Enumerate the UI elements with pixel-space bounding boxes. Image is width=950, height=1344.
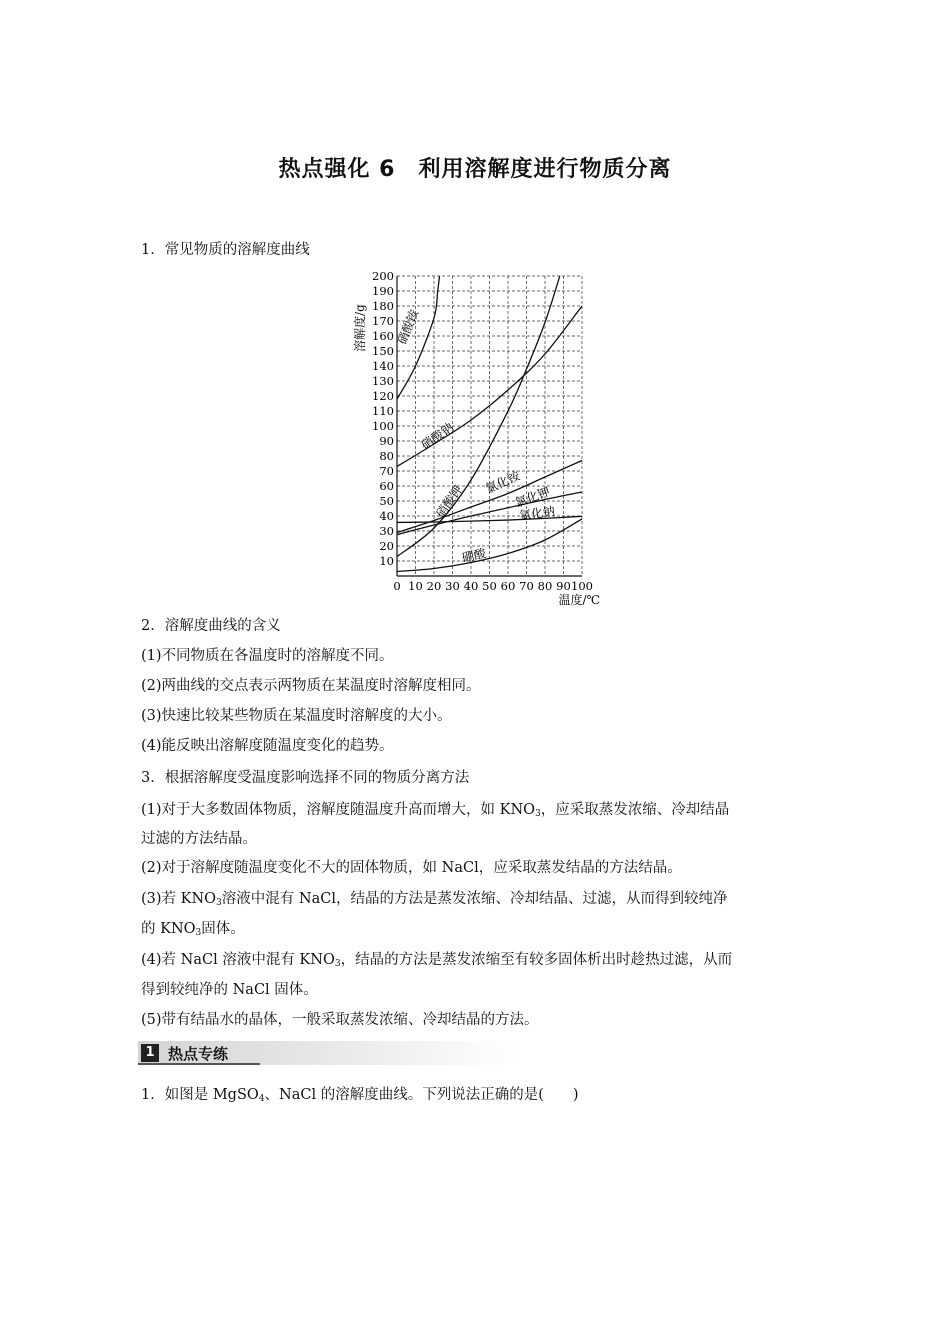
- section-heading-1: 1．常见物质的溶解度曲线: [141, 242, 310, 258]
- y-tick-label: 130: [372, 374, 394, 388]
- y-tick-label: 140: [372, 359, 394, 373]
- method-item-4-cont: 得到较纯净的 NaCl 固体。: [141, 982, 318, 998]
- page-title: 热点强化 6 利用溶解度进行物质分离: [278, 157, 672, 182]
- y-tick-label: 10: [379, 554, 394, 568]
- y-tick-label: 50: [379, 494, 394, 508]
- y-tick-label: 160: [372, 329, 394, 343]
- x-tick-label: 80: [537, 579, 553, 593]
- method-4-text-a: (4)若 NaCl 溶液中混有 KNO: [141, 952, 335, 968]
- section-heading-3: 3．根据溶解度受温度影响选择不同的物质分离方法: [141, 770, 470, 786]
- subscript-4: 4: [258, 1094, 265, 1104]
- series-label: 氯化铵: [483, 468, 522, 497]
- x-tick-label: 90: [556, 579, 571, 593]
- section-heading-2: 2．溶解度曲线的含义: [141, 618, 281, 634]
- y-tick-label: 190: [372, 284, 394, 298]
- meaning-item-2: (2)两曲线的交点表示两物质在某温度时溶解度相同。: [141, 678, 481, 694]
- method-4-text-b: ，结晶的方法是蒸发浓缩至有较多固体析出时趁热过滤，从而: [340, 952, 733, 968]
- x-tick-label: 10: [408, 579, 423, 593]
- solubility-chart: [345, 266, 610, 610]
- method-item-4: [141, 950, 732, 970]
- y-tick-label: 110: [372, 404, 394, 418]
- y-tick-label: 120: [372, 389, 394, 403]
- series-label: 硝酸钠: [418, 420, 457, 453]
- method-item-1: [141, 800, 729, 820]
- method-3-text-b: 溶液中混有 NaCl，结晶的方法是蒸发浓缩、冷却结晶、过滤，从而得到较纯净: [221, 891, 728, 907]
- y-tick-label: 60: [379, 479, 394, 493]
- method-item-3: [141, 889, 727, 909]
- subscript-3: 3: [535, 809, 541, 819]
- y-tick-label: 170: [372, 314, 394, 328]
- method-1-text-b: ，应采取蒸发浓缩、冷却结晶: [540, 802, 730, 818]
- series-label: 氯化钾: [513, 484, 552, 510]
- method-item-3-cont: [141, 919, 245, 939]
- banner-title: 热点专练: [168, 1045, 229, 1063]
- method-3-text-c: 的 KNO: [141, 921, 196, 937]
- y-tick-label: 90: [379, 434, 394, 448]
- x-tick-label: 60: [500, 579, 516, 593]
- x-axis-label: 温度/℃: [558, 593, 600, 606]
- subscript-3: 3: [216, 898, 222, 908]
- meaning-item-4: (4)能反映出溶解度随温度变化的趋势。: [141, 738, 394, 754]
- meaning-item-1: (1)不同物质在各温度时的溶解度不同。: [141, 648, 394, 664]
- method-item-5: (5)带有结晶水的晶体，一般采取蒸发浓缩、冷却结晶的方法。: [141, 1012, 539, 1028]
- series-label: 硝酸铵: [394, 307, 422, 347]
- x-tick-label: 0: [393, 579, 401, 593]
- question-1: [141, 1085, 579, 1105]
- series-label: 硝酸钾: [433, 482, 466, 521]
- method-item-1-cont: 过滤的方法结晶。: [141, 831, 257, 847]
- meaning-item-3: (3)快速比较某些物质在某温度时溶解度的大小。: [141, 708, 452, 724]
- x-tick-label: 40: [463, 579, 479, 593]
- method-3-text-d: 固体。: [201, 921, 245, 937]
- question-1-text-b: 、NaCl 的溶解度曲线。下列说法正确的是( ): [264, 1087, 579, 1103]
- y-tick-label: 80: [379, 449, 394, 463]
- x-tick-label: 50: [482, 579, 497, 593]
- solubility-chart-svg: [345, 266, 610, 606]
- x-tick-label: 70: [519, 579, 534, 593]
- y-tick-label: 30: [379, 524, 394, 538]
- question-1-text-a: 1．如图是 MgSO: [141, 1087, 259, 1103]
- y-tick-label: 20: [379, 539, 394, 553]
- y-tick-label: 200: [372, 269, 394, 283]
- practice-banner: [138, 1041, 518, 1065]
- banner-number: 1: [141, 1044, 159, 1062]
- subscript-3: 3: [334, 959, 341, 969]
- method-item-2: (2)对于溶解度随温度变化不大的固体物质，如 NaCl，应采取蒸发结晶的方法结晶。: [141, 860, 682, 876]
- y-tick-label: 40: [379, 509, 394, 523]
- subscript-3: 3: [195, 928, 202, 938]
- method-3-text-a: (3)若 KNO: [141, 891, 217, 907]
- y-tick-label: 100: [372, 419, 394, 433]
- method-1-text-a: (1)对于大多数固体物质，溶解度随温度升高而增大，如 KNO: [141, 802, 536, 818]
- x-tick-label: 20: [426, 579, 442, 593]
- y-tick-label: 150: [372, 344, 394, 358]
- banner-underline: [138, 1063, 260, 1065]
- series-label: 氯化钠: [518, 504, 556, 523]
- x-tick-label: 100: [571, 579, 593, 593]
- y-tick-label: 180: [372, 299, 394, 313]
- x-tick-label: 30: [445, 579, 460, 593]
- y-axis-label: 溶解度/g: [353, 304, 367, 352]
- series-label: 硼酸: [460, 546, 488, 565]
- y-tick-label: 70: [379, 464, 394, 478]
